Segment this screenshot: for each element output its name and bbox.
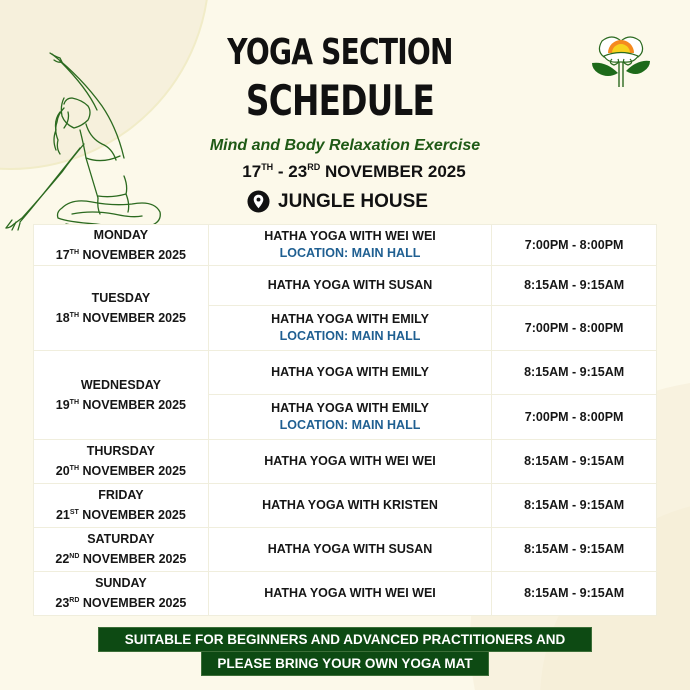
class-cell: HATHA YOGA WITH SUSAN	[208, 528, 491, 572]
time-cell: 8:15AM - 9:15AM	[492, 440, 657, 484]
footer-line2: PLEASE BRING YOUR OWN YOGA MAT	[201, 651, 489, 676]
class-cell: HATHA YOGA WITH EMILY	[208, 351, 491, 395]
date-num: 23	[55, 596, 70, 610]
day-name: SATURDAY	[87, 532, 155, 546]
date-range	[0, 162, 690, 182]
class-location: LOCATION: MAIN HALL	[279, 329, 421, 343]
class-location: LOCATION: MAIN HALL	[279, 246, 421, 260]
date-suffix: TH	[69, 248, 80, 256]
class-cell	[208, 306, 491, 351]
time-cell: 7:00PM - 8:00PM	[492, 225, 657, 266]
table-row	[34, 528, 657, 572]
table-row	[34, 484, 657, 528]
day-cell	[34, 484, 209, 528]
day-name: MONDAY	[93, 227, 149, 242]
day-cell	[34, 572, 209, 616]
class-name: HATHA YOGA WITH WEI WEI	[264, 229, 436, 243]
date-num: 17	[55, 247, 70, 262]
time-cell: 7:00PM - 8:00PM	[492, 395, 657, 440]
date-rest: NOVEMBER 2025	[78, 508, 186, 522]
time-cell: 7:00PM - 8:00PM	[492, 306, 657, 351]
date-separator: -	[273, 162, 289, 181]
date-rest: NOVEMBER 2025	[79, 552, 187, 566]
date-suffix: TH	[69, 398, 80, 406]
date-rest: NOVEMBER 2025	[79, 247, 186, 262]
day-name: THURSDAY	[86, 444, 156, 458]
subtitle: Mind and Body Relaxation Exercise	[209, 137, 481, 154]
table-row	[34, 266, 657, 306]
date-suffix: TH	[69, 311, 80, 319]
date-end-suffix: RD	[307, 162, 321, 172]
date-end: 23	[288, 162, 308, 181]
day-cell	[34, 266, 209, 351]
schedule-table	[33, 224, 657, 616]
date-suffix: RD	[69, 597, 80, 604]
date-suffix: ND	[69, 553, 80, 560]
page-title-line2: SCHEDULE	[245, 76, 435, 125]
date-start: 17	[242, 162, 262, 181]
day-cell	[34, 528, 209, 572]
time-cell: 8:15AM - 9:15AM	[492, 484, 657, 528]
class-cell	[208, 225, 491, 266]
table-row	[34, 572, 657, 616]
date-rest: NOVEMBER 2025	[79, 464, 186, 478]
day-name: SUNDAY	[95, 576, 147, 590]
date-num: 22	[55, 552, 70, 566]
date-rest: NOVEMBER 2025	[79, 310, 186, 325]
footer-line1: SUITABLE FOR BEGINNERS AND ADVANCED PRACTITIONERS AND	[98, 627, 592, 652]
date-num: 18	[55, 310, 70, 325]
table-row	[34, 351, 657, 395]
date-suffix: ST	[69, 509, 79, 516]
date-rest: NOVEMBER 2025	[79, 596, 187, 610]
date-num: 20	[55, 464, 70, 478]
map-pin-icon	[247, 190, 270, 213]
day-cell	[34, 351, 209, 440]
class-cell: HATHA YOGA WITH SUSAN	[208, 266, 491, 306]
date-month-year: NOVEMBER 2025	[320, 162, 466, 181]
time-cell: 8:15AM - 9:15AM	[492, 528, 657, 572]
day-name: FRIDAY	[98, 488, 144, 502]
class-cell: HATHA YOGA WITH WEI WEI	[208, 572, 491, 616]
page-title-line1: YOGA SECTION	[227, 32, 453, 73]
venue-name: JUNGLE HOUSE	[278, 190, 428, 212]
time-cell: 8:15AM - 9:15AM	[492, 351, 657, 395]
time-cell: 8:15AM - 9:15AM	[492, 266, 657, 306]
venue	[247, 190, 428, 213]
class-location: LOCATION: MAIN HALL	[279, 418, 421, 432]
date-rest: NOVEMBER 2025	[79, 397, 186, 412]
time-cell: 8:15AM - 9:15AM	[492, 572, 657, 616]
day-cell	[34, 440, 209, 484]
class-name: HATHA YOGA WITH EMILY	[271, 401, 429, 415]
class-cell: HATHA YOGA WITH KRISTEN	[208, 484, 491, 528]
class-cell	[208, 395, 491, 440]
table-row	[34, 225, 657, 266]
table-row	[34, 440, 657, 484]
class-name: HATHA YOGA WITH EMILY	[271, 312, 429, 326]
date-start-suffix: TH	[261, 162, 274, 172]
footer-notice	[0, 627, 690, 676]
day-cell	[34, 225, 209, 266]
date-num: 19	[55, 397, 70, 412]
class-cell: HATHA YOGA WITH WEI WEI	[208, 440, 491, 484]
date-num: 21	[55, 508, 70, 522]
day-name: WEDNESDAY	[80, 377, 161, 392]
day-name: TUESDAY	[91, 290, 151, 305]
date-suffix: TH	[69, 465, 80, 472]
